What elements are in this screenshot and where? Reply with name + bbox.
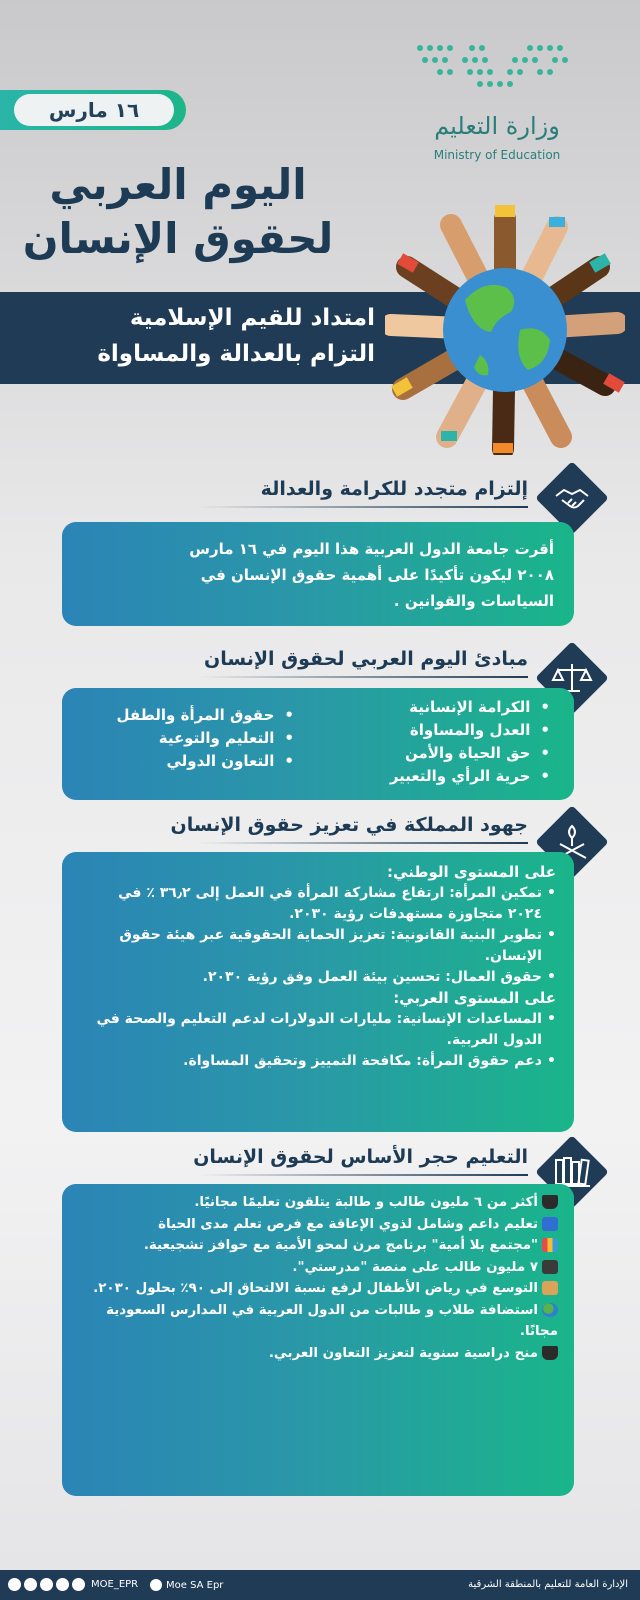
band-line-1: امتداد للقيم الإسلامية [129, 305, 375, 331]
title-line-1: اليوم العربي [49, 160, 307, 209]
x-icon[interactable] [8, 1578, 21, 1591]
list-item: • المساعدات الإنسانية: مليارات الدولارات لدعم التعليم والصحة في الدول العربية. [80, 1009, 556, 1051]
principles-list-left [78, 704, 294, 788]
youtube-icon[interactable] [24, 1578, 37, 1591]
list-item: • الكرامة الإنسانية [334, 696, 550, 719]
date-pill [0, 90, 186, 130]
ministry-name-en: Ministry of Education [433, 148, 561, 162]
list-item: • تمكين المرأة: ارتفاع مشاركة المرأة في العمل إلى ٣٦٫٢ ٪ في ٢٠٢٤ متجاوزة مستهدفات رؤية ٢٠٣٠. [80, 883, 556, 925]
section-1-card [62, 522, 574, 626]
list-item: • حرية الرأي والتعبير [334, 765, 550, 788]
section-1-line-2: ٢٠٠٨ ليكون تأكيدًا على أهمية حقوق الإنسان في [200, 566, 554, 584]
snapchat-icon[interactable] [56, 1578, 69, 1591]
globe-icon [542, 1303, 558, 1317]
list-item: • العدل والمساواة [334, 719, 550, 742]
list-item: استضافة طلاب و طالبات من الدول العربية في المدارس السعودية مجانًا. [106, 1302, 558, 1339]
footer [0, 1570, 640, 1600]
section-4-card [62, 1184, 574, 1496]
list-item: • دعم حقوق المرأة: مكافحة التمييز وتحقيق المساواة. [80, 1051, 556, 1072]
section-1-line-3: السياسات والقوانين . [393, 592, 554, 610]
list-item: • تطوير البنية القانونية: تعزيز الحماية الحقوقية عبر هيئة حقوق الإنسان. [80, 925, 556, 967]
arab-heading: على المستوى العربي: [393, 989, 556, 1007]
house-icon [542, 1281, 558, 1295]
ministry-name-ar: وزارة التعليم [434, 112, 560, 140]
list-item: أكثر من ٦ مليون طالب و طالبة يتلقون تعليمًا مجانيًا. [78, 1192, 558, 1214]
page-title [20, 158, 336, 266]
list-item: التوسع في رياض الأطفال لرفع نسبة الالتحاق إلى ٩٠٪ بحلول ٢٠٣٠. [78, 1278, 558, 1300]
ministry-logo-icon [410, 40, 580, 92]
instagram-icon[interactable] [40, 1578, 53, 1591]
list-item: • حقوق المرأة والطفل [78, 704, 294, 727]
national-list [80, 883, 556, 988]
band-text [30, 300, 375, 372]
section-2-title: مبادئ اليوم العربي لحقوق الإنسان [204, 648, 528, 670]
graduation-cap-icon [542, 1346, 558, 1360]
footer-org: الإدارة العامة للتعليم بالمنطقة الشرقية [468, 1579, 628, 1590]
title-line-2: لحقوق الإنسان [22, 214, 334, 263]
list-item: ٧ مليون طالب على منصة "مدرستي". [78, 1257, 558, 1279]
principles-list-right [334, 696, 550, 788]
band-line-2: التزام بالعدالة والمساواة [97, 341, 375, 367]
section-4-title: التعليم حجر الأساس لحقوق الإنسان [193, 1146, 528, 1168]
globe-hands-illustration [385, 205, 625, 455]
facebook-link[interactable] [150, 1579, 223, 1591]
chart-icon [542, 1238, 558, 1252]
list-item: • حقوق العمال: تحسين بيئة العمل وفق رؤية ٢٠٣٠. [80, 967, 556, 988]
list-item: • التعليم والتوعية [78, 727, 294, 750]
section-1-line-1: أقرت جامعة الدول العربية هذا اليوم في ١٦ مارس [189, 540, 554, 558]
list-item: تعليم داعم وشامل لذوي الإعاقة مع فرص تعلم مدى الحياة [78, 1214, 558, 1236]
list-item: منح دراسية سنوية لتعزيز التعاون العربي. [78, 1343, 558, 1365]
section-3-card [62, 852, 574, 1132]
arab-list [80, 1009, 556, 1072]
list-item: "مجتمع بلا أمية" برنامج مرن لمحو الأمية مع حوافز تشجيعية. [78, 1235, 558, 1257]
tiktok-icon[interactable] [72, 1578, 85, 1591]
laptop-icon [542, 1260, 558, 1274]
section-1-title: إلتزام متجدد للكرامة والعدالة [260, 478, 528, 500]
graduation-cap-icon [542, 1195, 558, 1209]
date-label: ١٦ مارس [14, 94, 174, 126]
social-links[interactable] [8, 1578, 138, 1591]
list-item: • حق الحياة والأمن [334, 742, 550, 765]
accessibility-icon [542, 1217, 558, 1231]
facebook-handle[interactable]: Moe SA Epr [166, 1580, 224, 1591]
section-2-card [62, 688, 574, 800]
handshake-icon [550, 476, 594, 520]
social-handle[interactable]: MOE_EPR [91, 1579, 139, 1590]
list-item: • التعاون الدولي [78, 750, 294, 773]
facebook-icon[interactable] [150, 1579, 162, 1591]
section-3-title: جهود المملكة في تعزيز حقوق الإنسان [170, 814, 528, 836]
national-heading: على المستوى الوطني: [387, 863, 556, 881]
